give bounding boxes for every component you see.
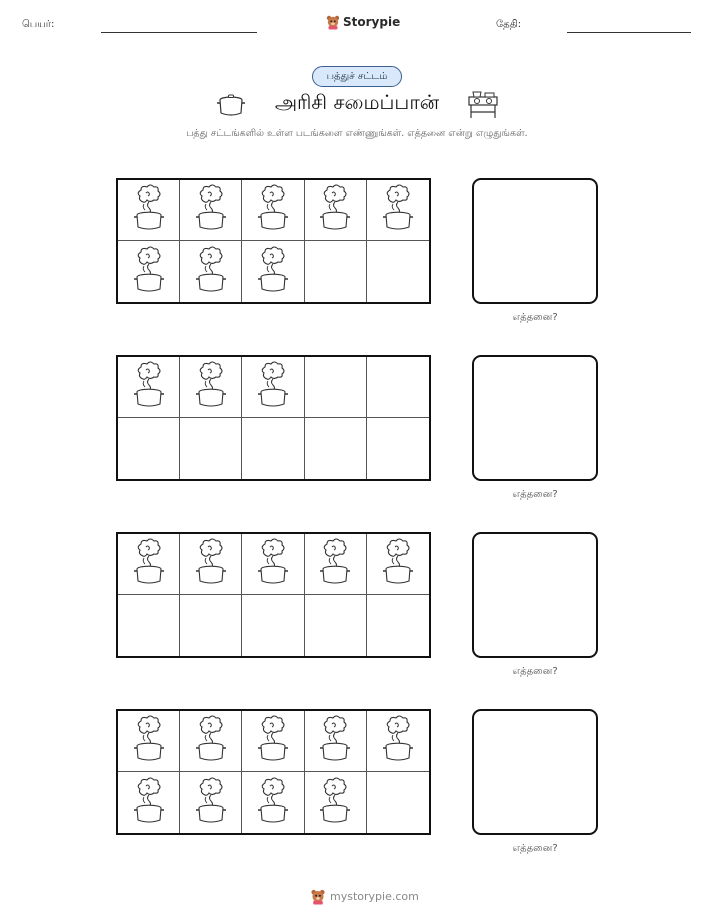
frame-cell	[305, 357, 367, 418]
frame-cell	[180, 711, 242, 772]
frame-cell	[305, 241, 367, 302]
rice-cooker-icon	[194, 777, 228, 829]
frame-cell	[242, 418, 304, 479]
rice-cooker-icon	[132, 184, 166, 236]
frame-cell	[180, 772, 242, 833]
rice-cooker-icon	[194, 715, 228, 767]
frame-cell	[305, 711, 367, 772]
ten-frame-2	[116, 355, 431, 481]
answer-box-4[interactable]	[472, 709, 598, 835]
question-label-2: எத்தனை?	[512, 489, 558, 500]
frame-cell	[118, 711, 180, 772]
rice-cooker-icon	[256, 715, 290, 767]
frame-cell	[242, 595, 304, 656]
page-title: அரிசி சமைப்பான்	[274, 90, 440, 114]
rice-cooker-icon	[318, 715, 352, 767]
frame-cell	[180, 418, 242, 479]
frame-cell	[118, 772, 180, 833]
frame-cell	[180, 180, 242, 241]
rice-cooker-icon	[381, 184, 415, 236]
rice-cooker-icon	[132, 777, 166, 829]
answer-box-1[interactable]	[472, 178, 598, 304]
frame-cell	[242, 357, 304, 418]
frame-cell	[180, 241, 242, 302]
frame-cell	[180, 357, 242, 418]
question-label-3: எத்தனை?	[512, 666, 558, 677]
frame-cell	[118, 534, 180, 595]
storypie-bear-icon	[310, 888, 326, 905]
date-line[interactable]	[567, 32, 691, 33]
ten-frame-1	[116, 178, 431, 304]
frame-cell	[180, 595, 242, 656]
frame-cell	[242, 711, 304, 772]
frame-cell	[367, 180, 429, 241]
frame-cell	[367, 357, 429, 418]
name-line[interactable]	[101, 32, 257, 33]
rice-cooker-icon	[194, 246, 228, 298]
frame-cell	[118, 180, 180, 241]
rice-cooker-icon	[194, 361, 228, 413]
instructions: பத்து சட்டங்களில் உள்ள படங்களை எண்ணுங்கள். எத்தனை என்று எழுதுங்கள்.	[186, 128, 528, 139]
frame-cell	[305, 595, 367, 656]
frame-cell	[242, 534, 304, 595]
frame-cell	[367, 241, 429, 302]
rice-cooker-icon	[381, 538, 415, 590]
rice-cooker-icon	[132, 538, 166, 590]
rice-cooker-icon	[318, 777, 352, 829]
storypie-bear-icon	[326, 14, 340, 30]
rice-cooker-icon	[318, 538, 352, 590]
date-label: தேதி:	[496, 19, 522, 30]
rice-cooker-icon	[194, 538, 228, 590]
rice-cooker-icon	[381, 715, 415, 767]
footer	[310, 888, 419, 905]
question-label-1: எத்தனை?	[512, 312, 558, 323]
frame-cell	[367, 418, 429, 479]
frame-cell	[305, 534, 367, 595]
ten-frame-4	[116, 709, 431, 835]
frame-cell	[118, 595, 180, 656]
rice-cooker-icon	[132, 246, 166, 298]
rice-cooker-icon	[132, 361, 166, 413]
frame-cell	[367, 534, 429, 595]
brand-logo	[326, 14, 400, 30]
brand-name: Storypie	[343, 15, 401, 29]
rice-cooker-icon	[318, 184, 352, 236]
frame-cell	[118, 418, 180, 479]
frame-cell	[118, 357, 180, 418]
answer-box-2[interactable]	[472, 355, 598, 481]
frame-cell	[118, 241, 180, 302]
rice-cooker-icon	[256, 538, 290, 590]
frame-cell	[367, 595, 429, 656]
rice-cooker-icon	[256, 184, 290, 236]
frame-cell	[180, 534, 242, 595]
frame-cell	[242, 772, 304, 833]
frame-cell	[242, 180, 304, 241]
frame-cell	[305, 772, 367, 833]
name-label: பெயர்:	[22, 19, 55, 30]
answer-box-3[interactable]	[472, 532, 598, 658]
rice-cooker-icon	[256, 361, 290, 413]
frame-cell	[242, 241, 304, 302]
rice-cooker-icon	[194, 184, 228, 236]
frame-cell	[305, 180, 367, 241]
rice-cooker-icon	[132, 715, 166, 767]
topic-badge: பத்துச் சட்டம்	[312, 66, 402, 87]
question-label-4: எத்தனை?	[512, 843, 558, 854]
rice-cooker-icon	[256, 777, 290, 829]
frame-cell	[367, 711, 429, 772]
stove-icon	[466, 90, 500, 120]
frame-cell	[367, 772, 429, 833]
rice-cooker-icon	[256, 246, 290, 298]
footer-url: mystorypie.com	[330, 890, 419, 903]
frame-cell	[305, 418, 367, 479]
ten-frame-3	[116, 532, 431, 658]
